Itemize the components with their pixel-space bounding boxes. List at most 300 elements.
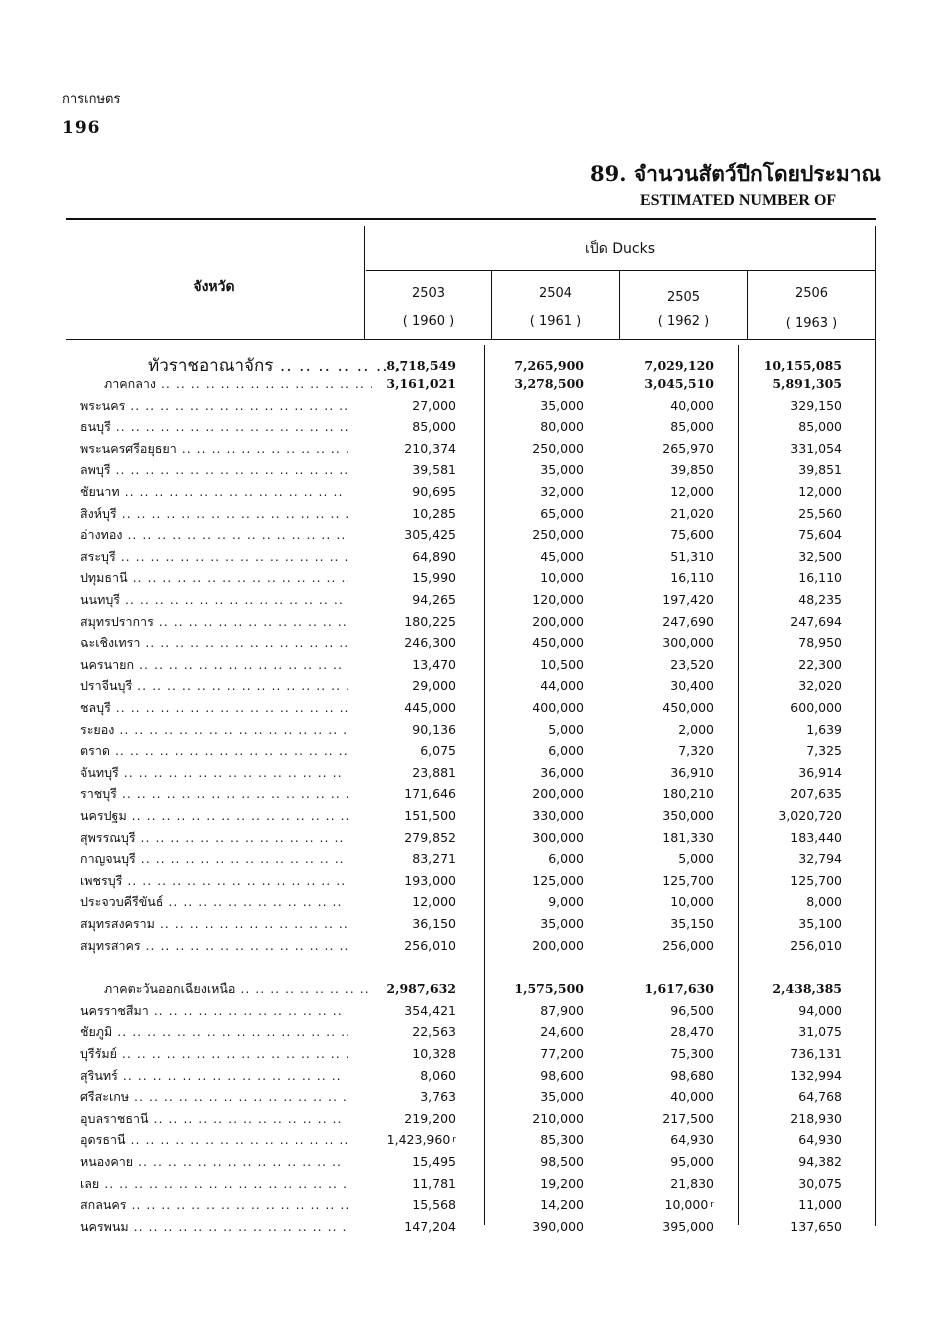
value-cell bbox=[732, 612, 842, 632]
value-number: 87,900 bbox=[540, 1002, 584, 1018]
province-name: ภาคกลาง .. .. bbox=[104, 374, 372, 394]
value-number: 10,285 bbox=[412, 505, 456, 521]
value-number: 330,000 bbox=[532, 808, 584, 823]
value-number: 1,617,630 bbox=[644, 981, 714, 997]
value-cell bbox=[346, 741, 456, 761]
value-number: 15,990 bbox=[412, 570, 456, 586]
value-number: 200,000 bbox=[532, 937, 584, 953]
value-cell bbox=[732, 547, 842, 567]
value-cell bbox=[604, 460, 714, 480]
table-row bbox=[0, 460, 941, 480]
value-cell bbox=[346, 806, 456, 826]
value-cell bbox=[604, 892, 714, 912]
value-cell bbox=[732, 417, 842, 437]
value-cell bbox=[732, 720, 842, 740]
value-cell bbox=[732, 698, 842, 718]
province-name: จันทบุรี .. .. bbox=[80, 763, 348, 783]
value-cell bbox=[474, 439, 584, 459]
value-number: 30,075 bbox=[798, 1175, 842, 1191]
value-number: 219,200 bbox=[404, 1110, 456, 1126]
value-cell bbox=[346, 1217, 456, 1237]
value-cell bbox=[346, 504, 456, 524]
value-cell bbox=[346, 612, 456, 632]
value-number: 64,930 bbox=[670, 1132, 714, 1148]
table-top-rule bbox=[66, 218, 876, 220]
table-row bbox=[0, 698, 941, 718]
value-number: 32,794 bbox=[798, 851, 842, 867]
province-name: บุรีรัมย์ .. .. bbox=[80, 1044, 348, 1064]
province-name: ชัยภูมิ .. .. bbox=[80, 1022, 348, 1042]
value-cell bbox=[732, 892, 842, 912]
value-number: 6,000 bbox=[548, 851, 584, 867]
value-number: 151,500 bbox=[404, 808, 456, 823]
province-name: เพชรบุรี .. .. bbox=[80, 871, 348, 891]
value-number: 400,000 bbox=[532, 700, 584, 715]
province-name: ราชบุรี .. .. bbox=[80, 784, 348, 804]
value-cell bbox=[346, 763, 456, 783]
value-number: 8,718,549 bbox=[386, 358, 456, 373]
value-number: 2,000 bbox=[678, 721, 714, 737]
value-number: 200,000 bbox=[532, 786, 584, 802]
value-number: 390,000 bbox=[532, 1218, 584, 1234]
value-number: 250,000 bbox=[532, 440, 584, 456]
value-cell bbox=[346, 828, 456, 848]
table-title-english: ESTIMATED NUMBER OF bbox=[640, 192, 837, 209]
value-number: 65,000 bbox=[540, 505, 584, 521]
value-number: 15,495 bbox=[412, 1154, 456, 1169]
value-number: 181,330 bbox=[662, 829, 714, 845]
value-number: 39,850 bbox=[670, 462, 714, 478]
value-cell bbox=[474, 892, 584, 912]
table-row bbox=[0, 849, 941, 869]
table-row bbox=[0, 1174, 941, 1194]
year-be-2506: 2506 bbox=[794, 286, 829, 301]
value-number: 137,650 bbox=[790, 1218, 842, 1234]
province-name: นครราชสีมา .. .. bbox=[80, 1001, 348, 1021]
province-name: สระบุรี .. .. bbox=[80, 547, 348, 567]
table-row bbox=[0, 547, 941, 567]
value-number: 265,970 bbox=[662, 440, 714, 456]
ducks-group-header: เป็ด Ducks bbox=[585, 241, 655, 257]
value-number: 27,000 bbox=[412, 397, 456, 413]
value-cell bbox=[732, 1022, 842, 1042]
value-cell bbox=[346, 568, 456, 588]
value-number: 94,382 bbox=[798, 1154, 842, 1169]
value-number: 64,890 bbox=[412, 548, 456, 564]
province-name: สกลนคร .. .. bbox=[80, 1195, 348, 1215]
value-cell bbox=[604, 979, 714, 999]
value-number: 19,200 bbox=[540, 1175, 584, 1191]
value-number: 6,075 bbox=[420, 743, 456, 759]
header-bottom-rule bbox=[66, 339, 876, 340]
value-cell bbox=[474, 979, 584, 999]
value-number: 40,000 bbox=[670, 1089, 714, 1105]
value-cell bbox=[732, 1044, 842, 1064]
value-number: 6,000 bbox=[548, 743, 584, 759]
value-number: 12,000 bbox=[670, 484, 714, 499]
value-number: 80,000 bbox=[540, 419, 584, 435]
value-cell bbox=[604, 439, 714, 459]
value-number: 16,110 bbox=[798, 570, 842, 586]
table-row bbox=[0, 1195, 941, 1215]
region-row bbox=[0, 979, 941, 999]
value-number: 7,320 bbox=[678, 743, 714, 759]
value-cell bbox=[604, 1130, 714, 1150]
value-cell bbox=[604, 1174, 714, 1194]
table-row bbox=[0, 1001, 941, 1021]
value-number: 35,000 bbox=[540, 397, 584, 413]
value-cell bbox=[604, 504, 714, 524]
value-number: 5,891,305 bbox=[772, 376, 842, 391]
value-cell bbox=[604, 547, 714, 567]
value-cell bbox=[604, 741, 714, 761]
value-number: 7,265,900 bbox=[514, 358, 584, 373]
value-cell bbox=[346, 547, 456, 567]
value-cell bbox=[474, 806, 584, 826]
year-ce-1961: ( 1961 ) bbox=[529, 314, 582, 329]
province-name: ภาคตะวันออกเฉียงเหนือ .. .. bbox=[104, 979, 372, 999]
province-name: สุรินทร์ .. .. bbox=[80, 1066, 348, 1086]
value-cell bbox=[604, 374, 714, 394]
table-row bbox=[0, 1022, 941, 1042]
value-cell bbox=[732, 1174, 842, 1194]
value-cell bbox=[732, 374, 842, 394]
value-cell bbox=[732, 655, 842, 675]
table-row bbox=[0, 763, 941, 783]
value-number: 21,830 bbox=[670, 1175, 714, 1191]
value-cell bbox=[604, 763, 714, 783]
value-number: 125,700 bbox=[790, 872, 842, 888]
year-ce-1963: ( 1963 ) bbox=[785, 316, 838, 331]
table-row bbox=[0, 871, 941, 891]
value-cell bbox=[474, 1087, 584, 1107]
value-number: 256,010 bbox=[404, 937, 456, 953]
value-cell bbox=[346, 590, 456, 610]
value-cell bbox=[474, 590, 584, 610]
value-number: 85,000 bbox=[798, 419, 842, 435]
value-cell bbox=[732, 936, 842, 956]
table-row bbox=[0, 720, 941, 740]
value-cell bbox=[474, 547, 584, 567]
province-name: สุพรรณบุรี .. .. bbox=[80, 828, 348, 848]
value-number: 256,000 bbox=[662, 937, 714, 953]
value-number: 98,500 bbox=[540, 1154, 584, 1169]
province-name: นนทบุรี .. .. bbox=[80, 590, 348, 610]
value-number: 207,635 bbox=[790, 786, 842, 802]
value-cell bbox=[474, 655, 584, 675]
value-cell bbox=[732, 741, 842, 761]
province-name: อุบลราชธานี .. .. bbox=[80, 1109, 348, 1129]
revised-flag: r bbox=[452, 1135, 456, 1146]
value-cell bbox=[604, 417, 714, 437]
value-number: 300,000 bbox=[662, 635, 714, 651]
value-number: 3,763 bbox=[420, 1089, 456, 1105]
province-name: พระนคร .. .. bbox=[80, 396, 348, 416]
value-cell bbox=[346, 374, 456, 394]
value-cell bbox=[604, 525, 714, 545]
value-number: 35,000 bbox=[540, 1089, 584, 1105]
value-cell bbox=[474, 763, 584, 783]
value-cell bbox=[732, 1001, 842, 1021]
province-name: ปทุมธานี .. .. bbox=[80, 568, 348, 588]
value-cell bbox=[474, 741, 584, 761]
value-cell bbox=[474, 828, 584, 848]
table-row bbox=[0, 1066, 941, 1086]
province-name: ปราจีนบุรี .. .. bbox=[80, 676, 348, 696]
table-row bbox=[0, 396, 941, 416]
province-name: ประจวบคีรีขันธ์ .. .. bbox=[80, 892, 348, 912]
value-cell bbox=[732, 460, 842, 480]
value-number: 183,440 bbox=[790, 829, 842, 845]
value-cell bbox=[474, 374, 584, 394]
value-cell bbox=[346, 1130, 456, 1150]
value-number: 354,421 bbox=[404, 1002, 456, 1018]
province-name: สิงห์บุรี .. .. bbox=[80, 504, 348, 524]
value-cell bbox=[732, 1066, 842, 1086]
value-cell bbox=[474, 356, 584, 376]
value-cell bbox=[474, 482, 584, 502]
value-number: 217,500 bbox=[662, 1110, 714, 1126]
value-number: 3,161,021 bbox=[386, 376, 456, 391]
table-row bbox=[0, 417, 941, 437]
value-cell bbox=[732, 525, 842, 545]
value-cell bbox=[346, 356, 456, 376]
value-number: 120,000 bbox=[532, 592, 584, 607]
value-cell bbox=[604, 784, 714, 804]
province-name: นครปฐม .. .. bbox=[80, 806, 348, 826]
revised-flag: r bbox=[710, 1200, 714, 1211]
value-number: 218,930 bbox=[790, 1110, 842, 1126]
value-cell bbox=[474, 1066, 584, 1086]
value-number: 445,000 bbox=[404, 700, 456, 715]
value-number: 39,851 bbox=[798, 462, 842, 478]
value-number: 3,278,500 bbox=[514, 376, 584, 391]
value-number: 35,000 bbox=[540, 916, 584, 931]
table-row bbox=[0, 784, 941, 804]
value-cell bbox=[732, 676, 842, 696]
value-cell bbox=[346, 633, 456, 653]
value-number: 329,150 bbox=[790, 397, 842, 413]
value-number: 35,100 bbox=[798, 916, 842, 931]
value-number: 85,300 bbox=[540, 1132, 584, 1148]
value-number: 36,150 bbox=[412, 916, 456, 931]
value-cell bbox=[474, 936, 584, 956]
value-number: 210,000 bbox=[532, 1110, 584, 1126]
value-cell bbox=[604, 482, 714, 502]
value-cell bbox=[474, 914, 584, 934]
value-cell bbox=[346, 698, 456, 718]
value-cell bbox=[346, 849, 456, 869]
value-cell bbox=[732, 1130, 842, 1150]
value-cell bbox=[732, 784, 842, 804]
value-number: 9,000 bbox=[548, 894, 584, 910]
page-number: 196 bbox=[62, 118, 101, 138]
value-number: 1,423,960 bbox=[386, 1132, 451, 1148]
value-number: 77,200 bbox=[540, 1046, 584, 1061]
value-number: 350,000 bbox=[662, 808, 714, 823]
value-number: 5,000 bbox=[548, 721, 584, 737]
value-cell bbox=[604, 655, 714, 675]
value-cell bbox=[474, 849, 584, 869]
value-cell bbox=[732, 1152, 842, 1172]
value-number: 90,695 bbox=[412, 484, 456, 499]
table-row bbox=[0, 504, 941, 524]
value-cell bbox=[604, 1152, 714, 1172]
value-number: 39,581 bbox=[412, 462, 456, 478]
value-cell bbox=[604, 698, 714, 718]
value-number: 736,131 bbox=[790, 1046, 842, 1061]
table-row bbox=[0, 655, 941, 675]
table-row bbox=[0, 676, 941, 696]
value-number: 75,300 bbox=[670, 1046, 714, 1061]
table-row bbox=[0, 806, 941, 826]
province-name: นครนายก .. .. bbox=[80, 655, 348, 675]
value-number: 10,155,085 bbox=[763, 358, 842, 373]
province-name: สมุทรสาคร .. .. bbox=[80, 936, 348, 956]
value-number: 132,994 bbox=[790, 1067, 842, 1083]
value-number: 78,950 bbox=[798, 635, 842, 651]
value-cell bbox=[604, 936, 714, 956]
value-cell bbox=[732, 806, 842, 826]
value-cell bbox=[732, 849, 842, 869]
value-number: 331,054 bbox=[790, 440, 842, 456]
year-be-2503: 2503 bbox=[411, 286, 446, 301]
value-cell bbox=[474, 396, 584, 416]
value-number: 7,029,120 bbox=[644, 358, 714, 373]
value-cell bbox=[604, 676, 714, 696]
value-number: 125,700 bbox=[662, 872, 714, 888]
value-number: 12,000 bbox=[412, 894, 456, 910]
value-cell bbox=[346, 979, 456, 999]
value-number: 16,110 bbox=[670, 570, 714, 586]
value-number: 29,000 bbox=[412, 678, 456, 694]
value-number: 32,020 bbox=[798, 678, 842, 694]
value-cell bbox=[346, 417, 456, 437]
value-number: 1,639 bbox=[806, 721, 842, 737]
value-cell bbox=[346, 871, 456, 891]
value-number: 193,000 bbox=[404, 872, 456, 888]
value-number: 36,000 bbox=[540, 764, 584, 780]
value-cell bbox=[604, 1087, 714, 1107]
table-row bbox=[0, 1109, 941, 1129]
table-row bbox=[0, 568, 941, 588]
table-row bbox=[0, 612, 941, 632]
value-number: 98,680 bbox=[670, 1067, 714, 1083]
total-row bbox=[0, 356, 941, 376]
table-row bbox=[0, 741, 941, 761]
value-cell bbox=[474, 504, 584, 524]
value-number: 36,914 bbox=[798, 764, 842, 780]
province-name: สมุทรปราการ .. .. bbox=[80, 612, 348, 632]
value-number: 450,000 bbox=[532, 635, 584, 651]
value-cell bbox=[346, 1195, 456, 1215]
value-cell bbox=[604, 568, 714, 588]
value-number: 23,881 bbox=[412, 764, 456, 780]
value-cell bbox=[732, 828, 842, 848]
value-number: 32,000 bbox=[540, 484, 584, 499]
province-name: ลพบุรี .. .. bbox=[80, 460, 348, 480]
value-cell bbox=[604, 849, 714, 869]
value-number: 22,300 bbox=[798, 656, 842, 672]
table-row bbox=[0, 892, 941, 912]
value-cell bbox=[604, 871, 714, 891]
province-name: ชัยนาท .. .. bbox=[80, 482, 348, 502]
value-cell bbox=[474, 568, 584, 588]
value-number: 247,690 bbox=[662, 613, 714, 629]
value-number: 44,000 bbox=[540, 678, 584, 694]
table-row bbox=[0, 1130, 941, 1150]
value-cell bbox=[346, 1022, 456, 1042]
province-name: ระยอง .. .. bbox=[80, 720, 348, 740]
value-number: 10,000 bbox=[670, 894, 714, 910]
value-cell bbox=[732, 914, 842, 934]
value-cell bbox=[346, 1001, 456, 1021]
value-number: 2,987,632 bbox=[386, 981, 456, 997]
value-number: 8,060 bbox=[420, 1067, 456, 1083]
value-cell bbox=[474, 1152, 584, 1172]
value-cell bbox=[346, 892, 456, 912]
value-cell bbox=[604, 1044, 714, 1064]
province-name: เลย .. .. bbox=[80, 1174, 348, 1194]
value-cell bbox=[474, 784, 584, 804]
value-number: 28,470 bbox=[670, 1024, 714, 1040]
value-number: 25,560 bbox=[798, 505, 842, 521]
value-number: 64,768 bbox=[798, 1089, 842, 1105]
value-cell bbox=[604, 1022, 714, 1042]
province-name: หนองคาย .. .. bbox=[80, 1152, 348, 1172]
table-row bbox=[0, 1152, 941, 1172]
value-number: 13,470 bbox=[412, 656, 456, 672]
value-number: 85,000 bbox=[412, 419, 456, 435]
table-row bbox=[0, 1044, 941, 1064]
province-name: นครพนม .. .. bbox=[80, 1217, 348, 1237]
value-cell bbox=[474, 1001, 584, 1021]
value-number: 600,000 bbox=[790, 700, 842, 715]
value-cell bbox=[474, 871, 584, 891]
value-cell bbox=[732, 871, 842, 891]
value-cell bbox=[732, 763, 842, 783]
province-name: สมุทรสงคราม .. .. bbox=[80, 914, 348, 934]
value-number: 180,210 bbox=[662, 786, 714, 802]
value-cell bbox=[346, 914, 456, 934]
table-row bbox=[0, 482, 941, 502]
value-cell bbox=[732, 979, 842, 999]
value-cell bbox=[474, 612, 584, 632]
value-cell bbox=[474, 460, 584, 480]
value-cell bbox=[474, 720, 584, 740]
value-number: 51,310 bbox=[670, 548, 714, 564]
value-cell bbox=[604, 1066, 714, 1086]
table-row bbox=[0, 590, 941, 610]
value-cell bbox=[732, 396, 842, 416]
value-cell bbox=[604, 590, 714, 610]
value-cell bbox=[346, 655, 456, 675]
value-cell bbox=[474, 417, 584, 437]
value-cell bbox=[732, 482, 842, 502]
value-number: 14,200 bbox=[540, 1197, 584, 1213]
province-column-header: จังหวัด bbox=[193, 279, 235, 295]
value-number: 94,000 bbox=[798, 1002, 842, 1018]
value-number: 83,271 bbox=[412, 851, 456, 867]
value-number: 10,000 bbox=[664, 1197, 709, 1213]
value-number: 11,781 bbox=[412, 1175, 456, 1191]
value-number: 96,500 bbox=[670, 1002, 714, 1018]
value-number: 95,000 bbox=[670, 1154, 714, 1169]
value-cell bbox=[604, 914, 714, 934]
province-name: ฉะเชิงเทรา .. .. bbox=[80, 633, 348, 653]
table-row bbox=[0, 936, 941, 956]
value-cell bbox=[732, 590, 842, 610]
